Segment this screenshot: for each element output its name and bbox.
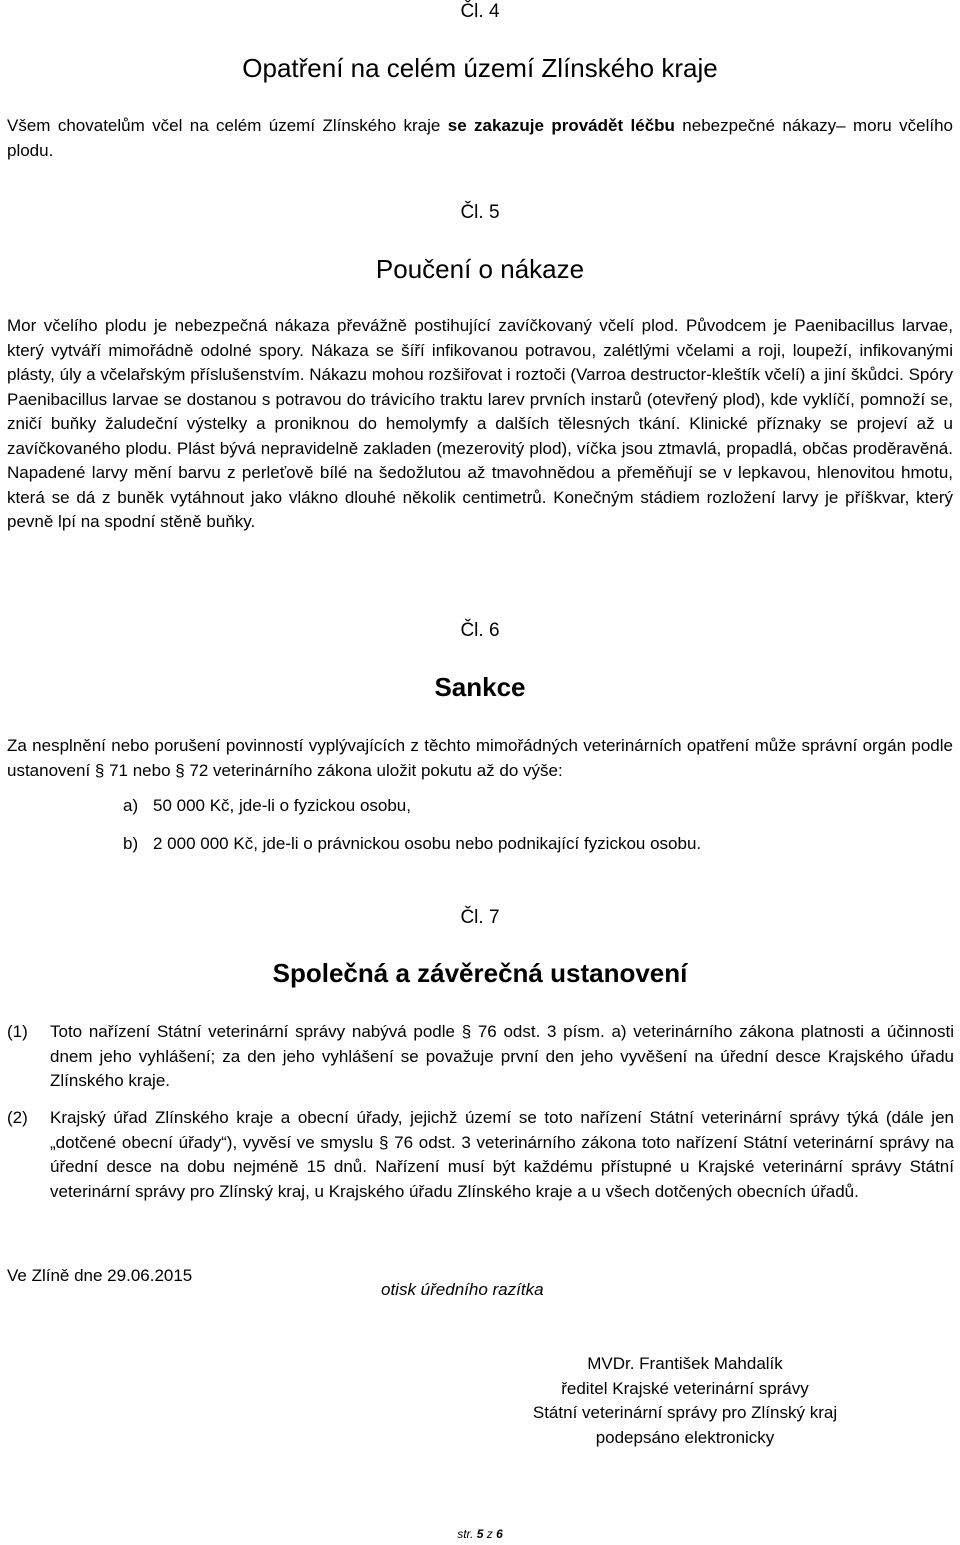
signature-block (460, 1352, 910, 1450)
footer-current-page: 5 (476, 1527, 484, 1541)
footer-prefix: str. (457, 1527, 474, 1541)
signature-note: podepsáno elektronicky (595, 1427, 775, 1447)
penalty-item-b (123, 832, 923, 857)
penalty-item-label: a) (123, 796, 139, 815)
article-4-text-start: Všem chovatelům včel na celém území Zlínského kraje (7, 116, 448, 135)
article-4-text (7, 114, 953, 163)
article-4-number: Čl. 4 (460, 1, 500, 22)
article-5-title: Poučení o nákaze (375, 254, 585, 284)
provision-2 (7, 1106, 954, 1231)
penalty-item-label: b) (123, 834, 139, 853)
penalty-item-text: 50 000 Kč, jde-li o fyzickou osobu, (153, 796, 411, 815)
page-footer (0, 1527, 960, 1541)
footer-total-pages: 6 (496, 1527, 503, 1541)
article-4-title: Opatření na celém území Zlínského kraje (242, 53, 718, 83)
article-6-title: Sankce (434, 672, 526, 702)
article-5-text: Mor včelího plodu je nebezpečná nákaza převážně postihující zavíčkovaný včelí plod. Původcem je Paenibacillus larvae, který vytváří mimořádně odolné spory. Nákaza se šíří infikovanou potravou, zalétlými včelami a roji, loupeží, infikovanými plásty, úly a včelařským příslušenstvím. Nákazu mohou rozšiřovat i roztoči (Varroa destructor-kleštík včelí) a jiní škůdci. Spóry Paenibacillus larvae se dostanou s potravou do trávicího traktu larev prvních instarů (otevřený plod), kde vyklíčí, pomnoží se, zničí buňky žaludeční výstelky a proniknou do hemolymfy a dalších tělesných tkání. Klinické příznaky se projeví až u zavíčkovaného plodu. Plást bývá nepravidelně zakladen (mezerovitý plod), víčka jsou ztmavlá, propadlá, občas proděravěná. Napadené larvy mění barvu z perleťově bílé na šedožlutou až tmavohnědou a přeměňují se v lepkavou, hlenovitou hmotu, která se dá z buněk vytáhnout jako vlákno dlouhé několik centimetrů. Konečným stádiem rozložení larvy je příškvar, který pevně lpí na spodní stěně buňky. (7, 316, 953, 531)
provision-1 (7, 1020, 954, 1095)
footer-separator: z (486, 1527, 493, 1541)
article-6-text: Za nesplnění nebo porušení povinností vyplývajících z těchto mimořádných veterinárních opatření může správní orgán podle ustanovení § 71 nebo § 72 veterinárního zákona uložit pokutu až do výše: (7, 736, 953, 780)
provision-text: Krajský úřad Zlínského kraje a obecní úřady, jejichž území se toto nařízení Státní veterinární správy týká (dále jen „dotčené obecní úřady“), vyvěsí ve smyslu § 76 odst. 3 veterinárního zákona toto nařízení Státní veterinární správy na úřední desce na dobu nejméně 15 dnů. Nařízení musí být každému přístupné u Krajské veterinární správy Státní veterinární správy pro Zlínský kraj, u Krajského úřadu Zlínského kraje a u všech dotčených obecních úřadů. (50, 1108, 954, 1201)
signatory-name: MVDr. František Mahdalík (587, 1354, 783, 1373)
article-7-title: Společná a závěrečná ustanovení (272, 958, 688, 988)
provision-label: (2) (7, 1108, 28, 1127)
article-7-number: Čl. 7 (460, 907, 500, 928)
provision-label: (1) (7, 1022, 28, 1041)
provision-text: Toto nařízení Státní veterinární správy nabývá podle § 76 odst. 3 písm. a) veterinárního zákona platnosti a účinnosti dnem jeho vyhlášení; za den jeho vyhlášení se považuje první den jeho vyvěšení na úřední desce Krajského úřadu Zlínského kraje. (50, 1022, 954, 1090)
article-5-number: Čl. 5 (460, 202, 500, 223)
signatory-position: ředitel Krajské veterinární správy (561, 1378, 809, 1398)
signatory-office: Státní veterinární správy pro Zlínský kraj (532, 1403, 838, 1422)
place-date: Ve Zlíně dne 29.06.2015 (7, 1266, 193, 1285)
article-4-text-bold: se zakazuje provádět léčbu (447, 116, 675, 135)
penalty-item-a (123, 794, 923, 819)
penalty-item-text: 2 000 000 Kč, jde-li o právnickou osobu nebo podnikající fyzickou osobu. (153, 834, 702, 853)
article-4-text-end: nebezpečné nákazy– moru včelího plodu. (7, 116, 953, 160)
stamp-placeholder: otisk úředního razítka (381, 1280, 544, 1299)
article-6-number: Čl. 6 (460, 620, 500, 641)
